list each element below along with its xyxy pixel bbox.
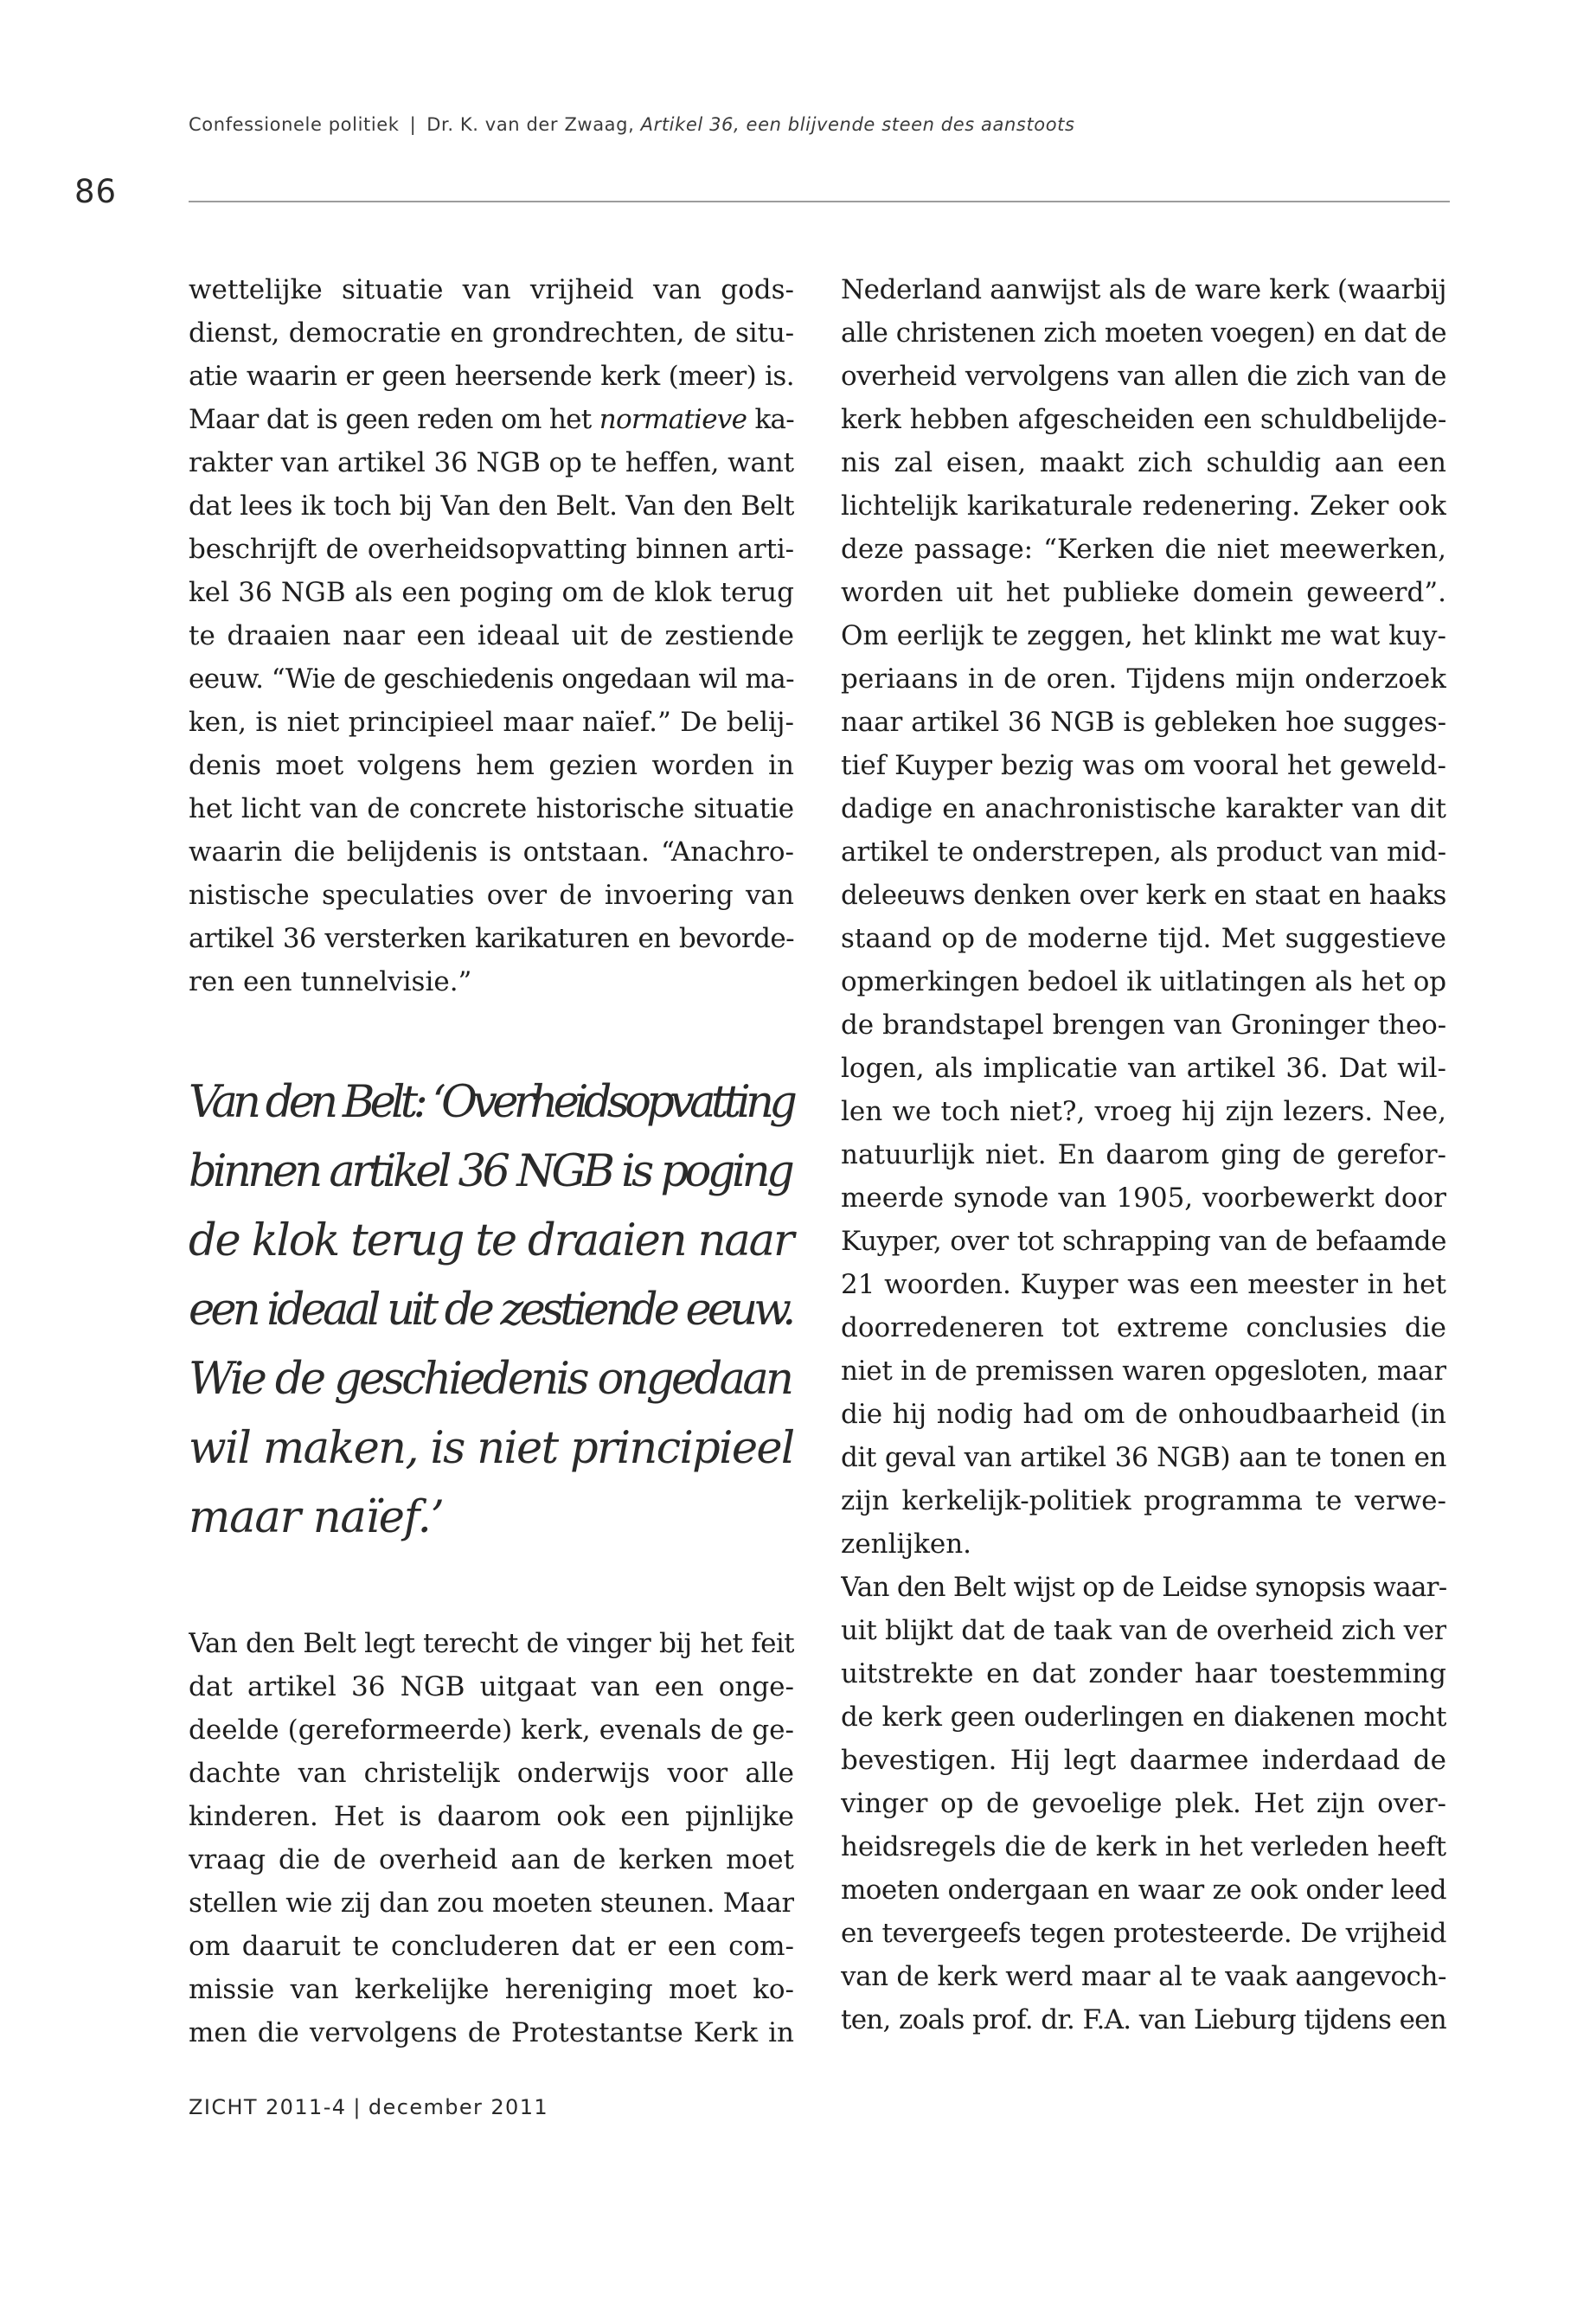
text-line: Nederland aanwijst als de ware kerk (waarbij (841, 274, 1446, 305)
running-head (189, 114, 1452, 135)
text-line: niet in de premissen waren opgesloten, maar (841, 1356, 1446, 1387)
right-column (841, 268, 1446, 2041)
text-segment: het licht van de concrete historische situatie (189, 793, 794, 824)
text-line (189, 311, 794, 355)
text-line: logen, als implicatie van artikel 36. Dat wil- (841, 1053, 1446, 1084)
pull-quote-line: binnen artikel 36 NGB is poging (189, 1146, 792, 1197)
text-line: men die vervolgens de Protestantse Kerk in (189, 2017, 794, 2048)
text-segment: beschrijft de overheidsopvatting binnen arti- (189, 534, 794, 565)
paragraph-2 (189, 1622, 794, 2054)
text-line: artikel te onderstrepen, als product van mid- (841, 836, 1446, 868)
text-line: om daaruit te concluderen dat er een com- (189, 1931, 794, 1962)
text-line: zenlijken. (841, 1529, 972, 1560)
text-line (189, 830, 794, 874)
emphasis-text: normatieve (599, 404, 747, 435)
text-line: dit geval van artikel 36 NGB) aan te tonen en (841, 1442, 1446, 1473)
text-line: ten, zoals prof. dr. F.A. van Lieburg tijdens een (841, 2004, 1446, 2035)
text-line: alle christenen zich moeten voegen) en dat de (841, 317, 1446, 349)
text-segment: waarin die belijdenis is ontstaan. “Anachro- (189, 836, 794, 868)
text-line: natuurlijk niet. En daarom ging de gerefor- (841, 1139, 1446, 1170)
text-line: len we toch niet?, vroeg hij zijn lezers. Nee, (841, 1096, 1446, 1127)
text-line (189, 701, 794, 744)
text-line: lichtelijk karikaturale redenering. Zeker ook (841, 490, 1446, 522)
text-line (189, 355, 794, 398)
text-line: kinderen. Het is daarom ook een pijnlijke (189, 1801, 794, 1832)
text-line (189, 484, 794, 528)
text-segment: ren een tunnelvisie.” (189, 966, 472, 997)
text-line (189, 441, 794, 484)
text-line: de kerk geen ouderlingen en diakenen mocht (841, 1702, 1446, 1733)
text-line (189, 787, 794, 830)
text-line: staand op de moderne tijd. Met suggestieve (841, 923, 1446, 954)
text-segment: artikel 36 versterken karikaturen en bevorde- (189, 923, 794, 954)
text-line: tief Kuyper bezig was om vooral het geweld- (841, 750, 1446, 781)
text-line: vraag die de overheid aan de kerken moet (189, 1844, 794, 1875)
text-line (189, 571, 794, 614)
text-line: meerde synode van 1905, voorbewerkt door (841, 1183, 1446, 1214)
text-line: deelde (gereformeerde) kerk, evenals de ge- (189, 1715, 794, 1746)
running-head-separator: | (409, 114, 417, 135)
text-segment: wettelijke situatie van vrijheid van gods- (189, 274, 794, 305)
text-line: dadige en anachronistische karakter van dit (841, 793, 1446, 824)
text-line: zijn kerkelijk-politiek programma te verwe- (841, 1485, 1446, 1516)
text-line: opmerkingen bedoel ik uitlatingen als het op (841, 966, 1446, 997)
text-line (189, 960, 794, 1003)
pull-quote-line: Wie de geschiedenis ongedaan (189, 1354, 792, 1405)
text-line: deze passage: “Kerken die niet meewerken, (841, 534, 1446, 565)
footer-separator: | (353, 2095, 362, 2119)
text-line: uitstrekte en dat zonder haar toestemming (841, 1658, 1446, 1689)
paragraph-right (841, 268, 1446, 2041)
text-segment: ka- (747, 404, 794, 435)
text-line: periaans in de oren. Tijdens mijn onderzoek (841, 663, 1446, 695)
text-segment: te draaien naar een ideaal uit de zestiende (189, 620, 794, 651)
text-segment: dat lees ik toch bij Van den Belt. Van den Belt (189, 490, 794, 522)
paragraph-1 (189, 268, 794, 1003)
footer-date: december 2011 (368, 2095, 549, 2119)
text-segment: nistische speculaties over de invoering van (189, 880, 794, 911)
text-line: Kuyper, over tot schrapping van de befaamde (841, 1226, 1446, 1257)
left-column (189, 268, 794, 2054)
text-line: doorredeneren tot extreme conclusies die (841, 1312, 1446, 1343)
pull-quote-line: maar naïef.’ (189, 1492, 444, 1543)
text-segment: ken, is niet principieel maar naïef.” De belij- (189, 707, 794, 738)
footer (189, 2095, 548, 2119)
text-line (189, 657, 794, 701)
header-rule (189, 201, 1450, 202)
running-head-author: Dr. K. van der Zwaag, (426, 114, 635, 135)
text-segment: Maar dat is geen reden om het (189, 404, 599, 435)
text-line: heidsregels die de kerk in het verleden heeft (841, 1831, 1446, 1862)
text-segment: kel 36 NGB als een poging om de klok terug (189, 577, 794, 608)
text-line: en tevergeefs tegen protesteerde. De vrijheid (841, 1918, 1446, 1949)
text-line: worden uit het publieke domein geweerd”. (841, 577, 1446, 608)
text-line: Van den Belt legt terecht de vinger bij het feit (189, 1628, 794, 1659)
text-line: moeten ondergaan en waar ze ook onder leed (841, 1875, 1446, 1906)
text-line: bevestigen. Hij legt daarmee inderdaad de (841, 1745, 1446, 1776)
text-line (189, 917, 794, 960)
pull-quote-line: een ideaal uit de zestiende eeuw. (189, 1285, 792, 1336)
text-segment: atie waarin er geen heersende kerk (meer) is. (189, 361, 794, 392)
text-line: missie van kerkelijke hereniging moet ko- (189, 1974, 794, 2005)
text-line: uit blijkt dat de taak van de overheid zich ver (841, 1615, 1446, 1646)
text-line: die hij nodig had om de onhoudbaarheid (in (841, 1399, 1446, 1430)
text-line: de brandstapel brengen van Groninger theo- (841, 1009, 1446, 1041)
text-line: dat artikel 36 NGB uitgaat van een onge- (189, 1671, 794, 1702)
text-segment: rakter van artikel 36 NGB op te heffen, want (189, 447, 794, 478)
text-line: overheid vervolgens van allen die zich van de (841, 361, 1446, 392)
text-line: vinger op de gevoelige plek. Het zijn over- (841, 1788, 1446, 1819)
text-line: Van den Belt wijst op de Leidse synopsis waar- (841, 1572, 1446, 1603)
text-line: deleeuws denken over kerk en staat en haaks (841, 880, 1446, 911)
pull-quote-line: wil maken, is niet principieel (189, 1423, 794, 1474)
text-line: kerk hebben afgescheiden een schuldbelijde- (841, 404, 1446, 435)
running-head-article-title: Artikel 36, een blijvende steen des aanstoots (640, 114, 1075, 135)
text-line: nis zal eisen, maakt zich schuldig aan een (841, 447, 1446, 478)
text-line: 21 woorden. Kuyper was een meester in het (841, 1269, 1446, 1300)
text-line (189, 874, 794, 917)
text-line: van de kerk werd maar al te vaak aangevoch- (841, 1961, 1446, 1992)
text-line (189, 528, 794, 571)
pull-quote-line: Van den Belt: ‘Overheidsopvatting (189, 1077, 793, 1128)
text-line: Om eerlijk te zeggen, het klinkt me wat kuy- (841, 620, 1446, 651)
text-segment: dienst, democratie en grondrechten, de situ- (189, 317, 794, 349)
text-segment: denis moet volgens hem gezien worden in (189, 750, 794, 781)
footer-journal: ZICHT 2011-4 (189, 2095, 347, 2119)
text-line: naar artikel 36 NGB is gebleken hoe sugges- (841, 707, 1446, 738)
text-line: stellen wie zij dan zou moeten steunen. Maar (189, 1888, 794, 1919)
text-line (189, 398, 794, 441)
page-number: 86 (74, 173, 118, 210)
text-line (189, 614, 794, 657)
text-segment: eeuw. “Wie de geschiedenis ongedaan wil ma- (189, 663, 794, 695)
text-line (189, 268, 794, 311)
text-line (189, 744, 794, 787)
pull-quote-line: de klok terug te draaien naar (189, 1215, 793, 1266)
running-head-section: Confessionele politiek (189, 114, 400, 135)
text-line: dachte van christelijk onderwijs voor alle (189, 1758, 794, 1789)
pull-quote (189, 1068, 794, 1553)
